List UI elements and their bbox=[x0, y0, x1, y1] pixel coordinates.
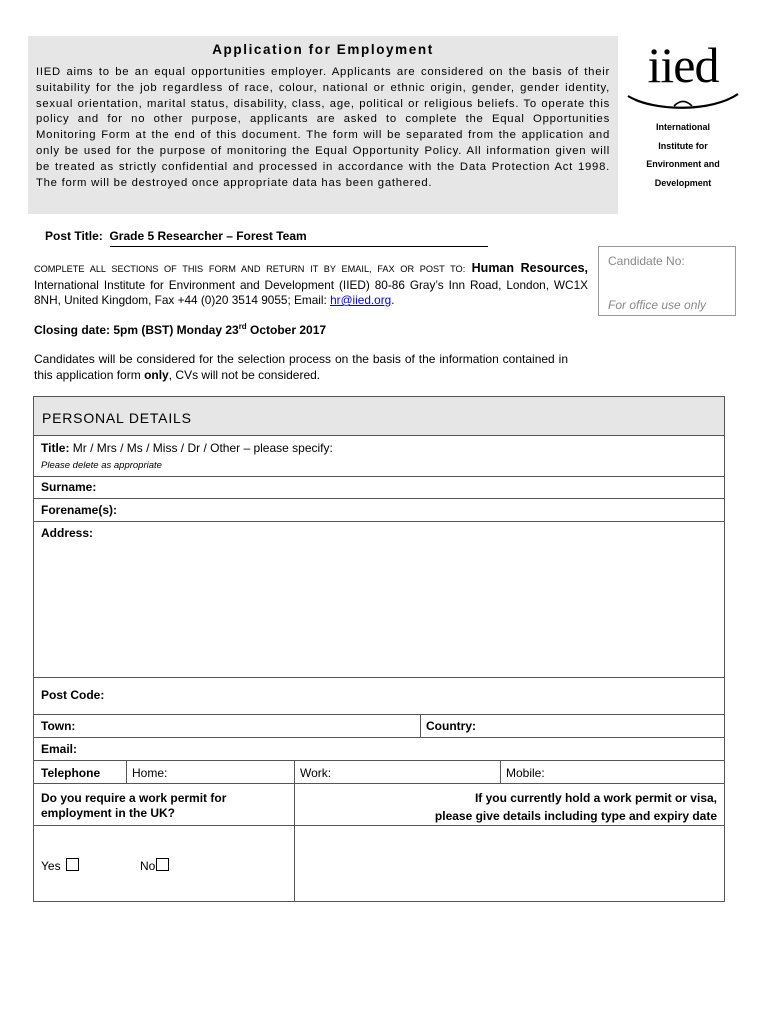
closing-date-suffix: October 2017 bbox=[246, 323, 327, 337]
iied-logo bbox=[624, 36, 742, 196]
title-note: Please delete as appropriate bbox=[41, 460, 162, 471]
logo-line-2: Institute for bbox=[658, 140, 708, 151]
instructions-hr: Human Resources, bbox=[471, 261, 589, 275]
post-title-underline bbox=[110, 246, 488, 247]
country-field[interactable]: Country: bbox=[426, 719, 476, 733]
intro-box bbox=[28, 36, 618, 214]
instructions-lead: COMPLETE ALL SECTIONS OF THIS FORM AND RETURN IT BY EMAIL, FAX OR POST TO: bbox=[34, 264, 466, 274]
work-permit-details-line-1: If you currently hold a work permit or visa, bbox=[474, 791, 717, 805]
postcode-field[interactable]: Post Code: bbox=[41, 688, 105, 702]
no-checkbox[interactable] bbox=[156, 858, 169, 871]
work-permit-details-line-2: please give details including type and expiry date bbox=[434, 809, 717, 823]
forenames-field[interactable]: Forename(s): bbox=[41, 503, 118, 517]
page-title: Application for Employment bbox=[212, 42, 434, 57]
row-divider bbox=[34, 783, 724, 784]
hr-email-link[interactable]: hr@iied.org bbox=[330, 293, 392, 307]
logo-swash-icon bbox=[624, 90, 742, 110]
section-title: PERSONAL DETAILS bbox=[42, 410, 192, 426]
candidate-number-label: Candidate No: bbox=[608, 254, 685, 268]
no-label: No bbox=[140, 859, 156, 873]
col-divider bbox=[420, 714, 421, 737]
office-use-note: For office use only bbox=[608, 298, 707, 312]
yes-label: Yes bbox=[41, 859, 61, 873]
intro-text: IIED aims to be an equal opportunities employer. Applicants are considered on the basis of their suitability for the job regardless of race, colour, national or ethnic origin, gender, gender identity, sexual orientation, marital status, disability, class, age, political or religious beliefs. To operate this policy and for no other purpose, applicants are asked to complete the Equal Opportunities Monitoring Form at the end of this document. The form will be separated from the application and only be used for the purpose of monitoring the Equal Opportunity Policy. All information given will be treated as strictly confidential and processed in accordance with the Data Protection Act 1998. The form will be destroyed once appropriate data has been gathered. bbox=[36, 66, 610, 189]
col-divider bbox=[294, 783, 295, 901]
email-field[interactable]: Email: bbox=[41, 742, 78, 756]
row-divider bbox=[34, 714, 724, 715]
work-permit-question bbox=[41, 791, 226, 821]
selection-note bbox=[34, 351, 568, 383]
closing-date-prefix: Closing date: 5pm (BST) Monday 23 bbox=[34, 323, 239, 337]
row-divider bbox=[34, 521, 724, 522]
section-header bbox=[34, 397, 724, 436]
candidate-number-box bbox=[598, 246, 736, 316]
row-divider bbox=[34, 677, 724, 678]
yes-option[interactable] bbox=[41, 858, 79, 873]
closing-date-sup: rd bbox=[238, 322, 247, 331]
work-permit-details-prompt bbox=[435, 789, 717, 825]
post-title-value: Grade 5 Researcher – Forest Team bbox=[109, 229, 307, 243]
col-divider bbox=[500, 760, 501, 783]
row-divider bbox=[34, 825, 294, 826]
title-field[interactable] bbox=[41, 441, 333, 455]
work-permit-question-line-2: employment in the UK? bbox=[41, 806, 176, 820]
row-divider bbox=[34, 737, 724, 738]
post-title-label: Post Title: bbox=[45, 229, 103, 243]
col-divider bbox=[294, 760, 295, 783]
post-title bbox=[45, 229, 307, 243]
row-divider bbox=[34, 760, 724, 761]
yes-checkbox[interactable] bbox=[66, 858, 79, 871]
logo-line-4: Development bbox=[654, 177, 712, 188]
work-permit-details-field[interactable] bbox=[300, 829, 720, 899]
work-phone-field[interactable]: Work: bbox=[300, 766, 332, 780]
closing-date bbox=[34, 322, 326, 337]
instructions-address: International Institute for Environment and Development (IIED) 80-86 Gray’s Inn Road, London, WC1X 8NH, United Kingdom, Fax +44 (0)20 3514 9055; Email: bbox=[34, 277, 588, 307]
selection-note-before: Candidates will be considered for the selection process on the basis of the information contained in this application form bbox=[34, 352, 568, 382]
logo-wordmark: iied bbox=[647, 37, 719, 93]
home-phone-field[interactable]: Home: bbox=[132, 766, 168, 780]
logo-line-3: Environment and bbox=[646, 159, 720, 169]
telephone-label: Telephone bbox=[41, 766, 101, 780]
mobile-phone-field[interactable]: Mobile: bbox=[506, 766, 545, 780]
title-label: Title: bbox=[41, 441, 70, 455]
selection-note-after: , CVs will not be considered. bbox=[168, 368, 321, 382]
logo-line-1: International bbox=[655, 122, 710, 132]
row-divider bbox=[34, 498, 724, 499]
row-divider bbox=[294, 825, 724, 826]
personal-details-form bbox=[33, 396, 725, 902]
return-instructions bbox=[34, 261, 588, 309]
address-field[interactable]: Address: bbox=[41, 526, 94, 540]
town-field[interactable]: Town: bbox=[41, 719, 76, 733]
surname-field[interactable]: Surname: bbox=[41, 480, 97, 494]
instructions-end: . bbox=[391, 293, 395, 307]
work-permit-question-line-1: Do you require a work permit for bbox=[41, 791, 227, 805]
selection-note-emphasis: only bbox=[144, 368, 169, 382]
col-divider bbox=[126, 760, 127, 783]
no-option[interactable] bbox=[140, 858, 169, 873]
row-divider bbox=[34, 476, 724, 477]
title-options: Mr / Mrs / Ms / Miss / Dr / Other – please specify: bbox=[72, 441, 333, 455]
